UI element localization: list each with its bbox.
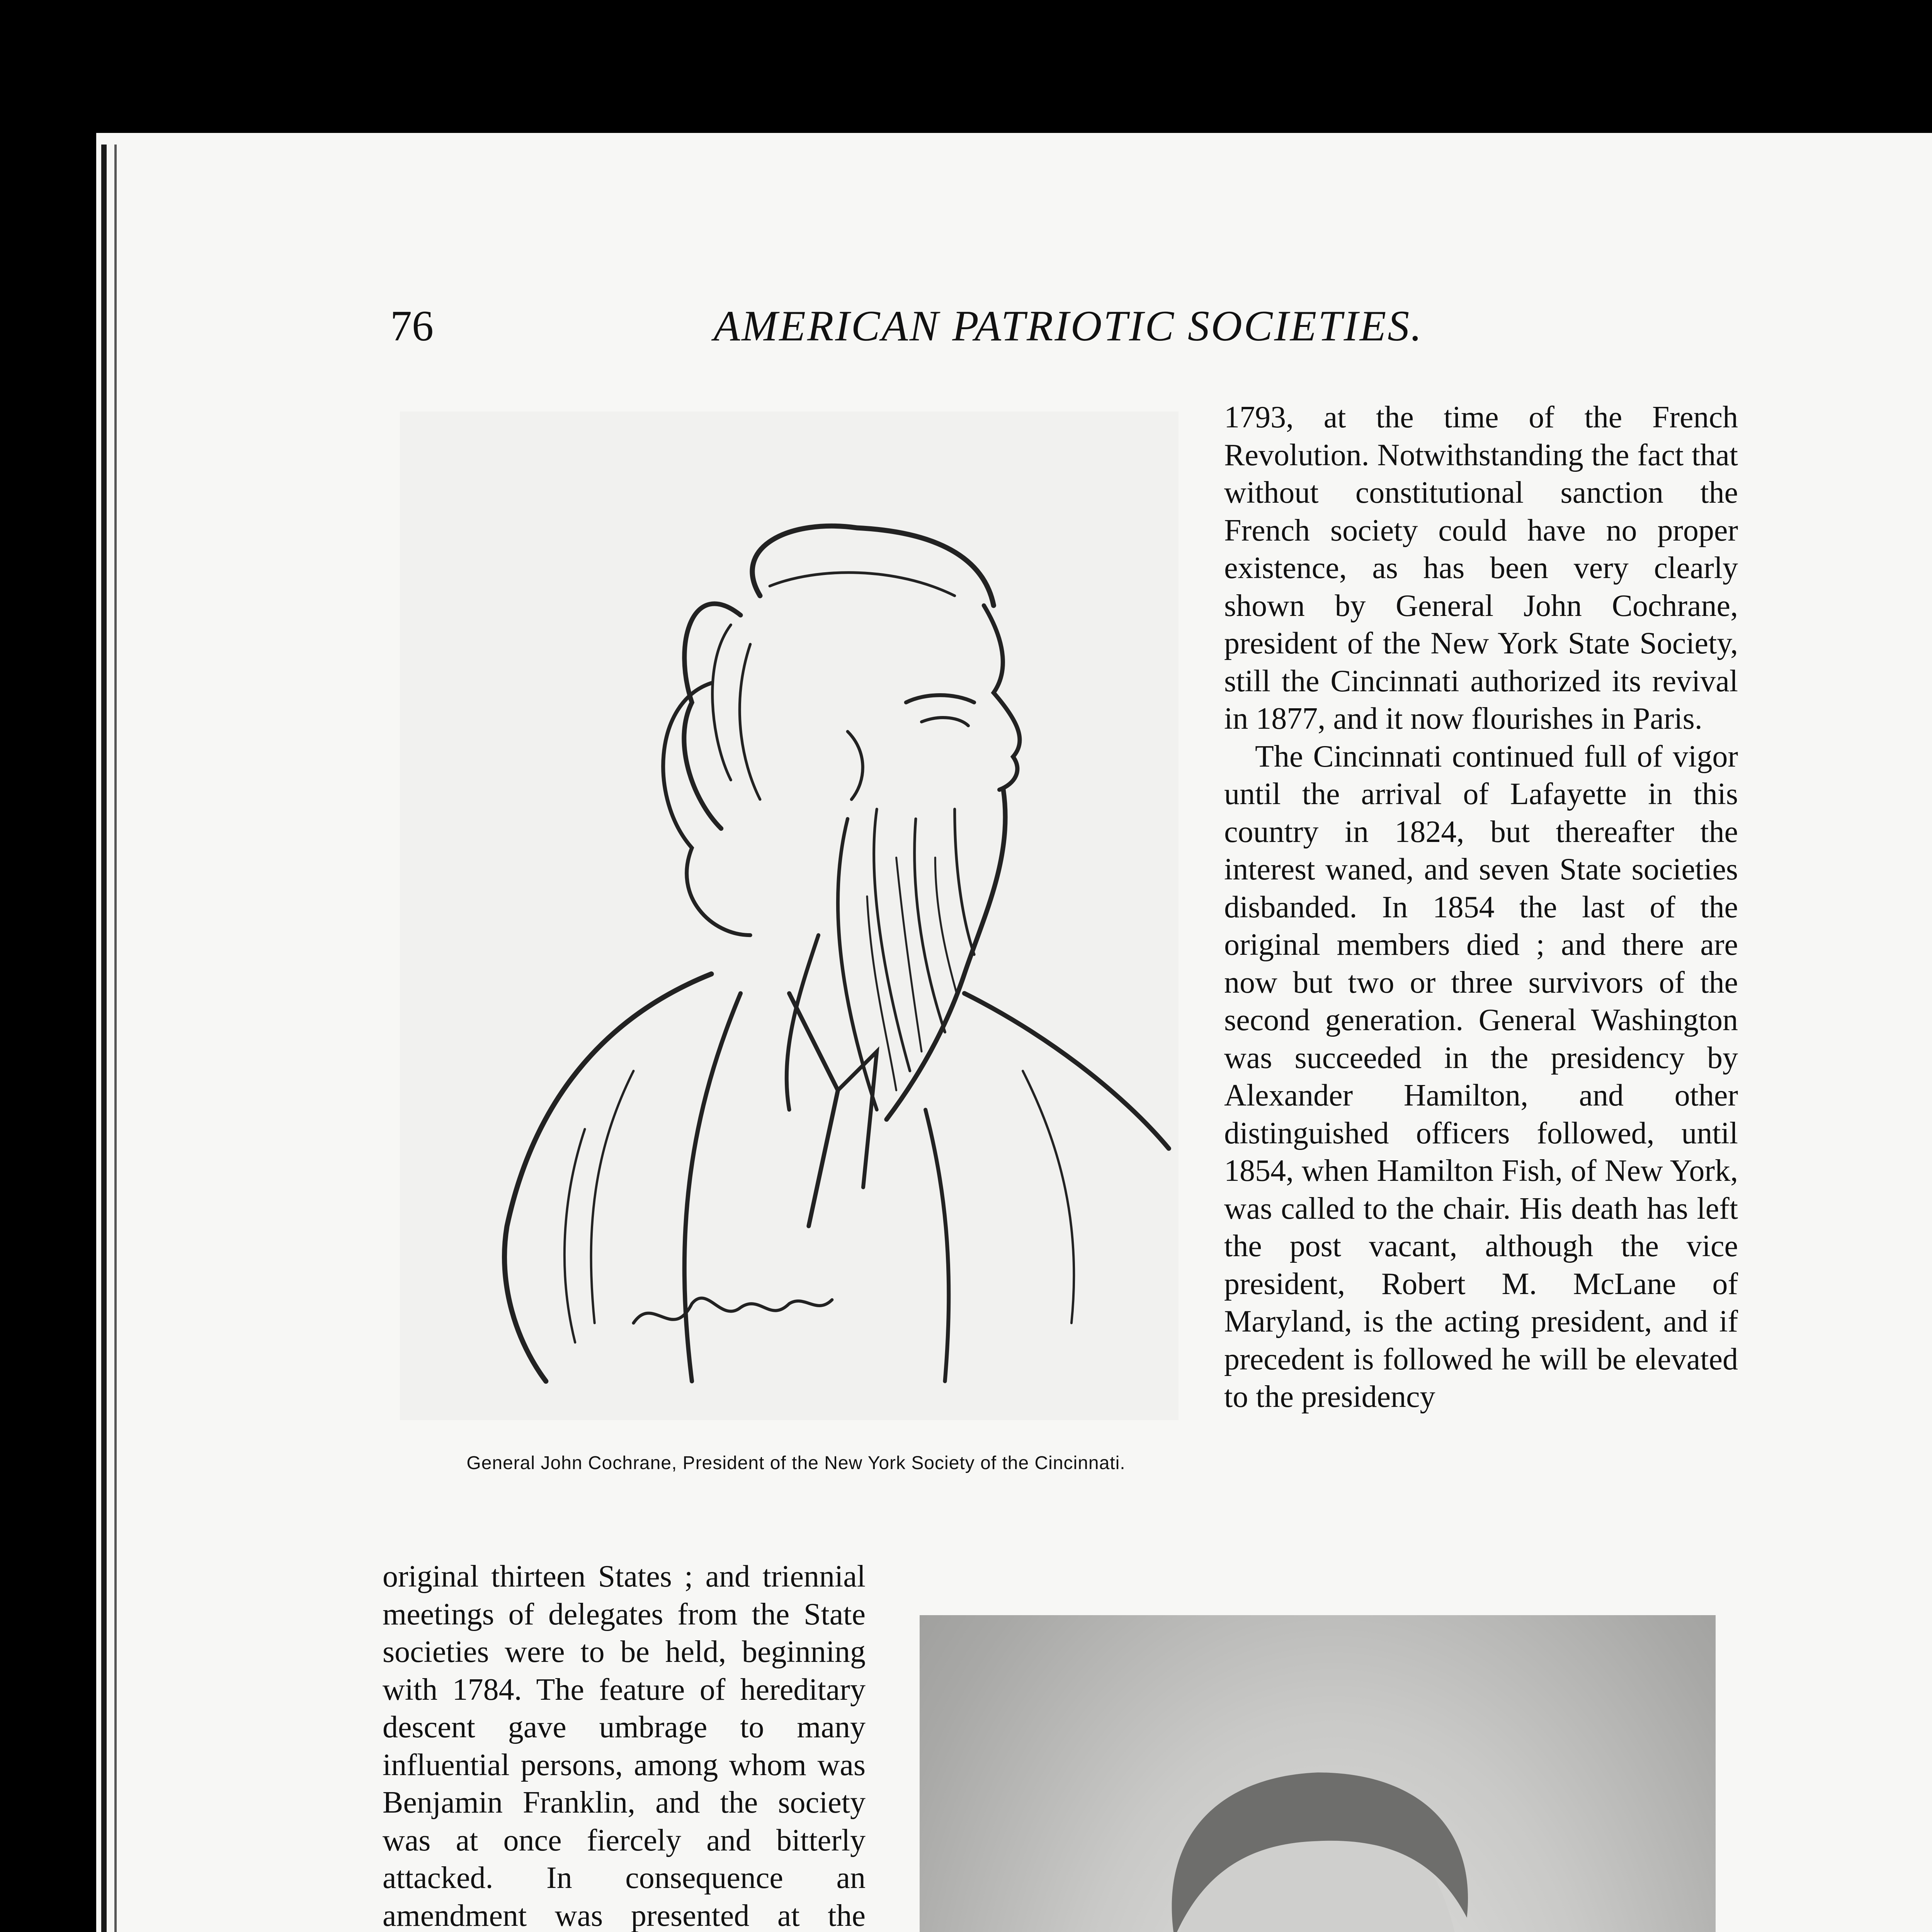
portrait-john-cochrane bbox=[400, 412, 1179, 1420]
text-column-left-bottom bbox=[383, 1558, 866, 1932]
binding-line-inner bbox=[114, 145, 117, 1932]
text-column-right-top bbox=[1224, 399, 1738, 1416]
caption-cochrane: General John Cochrane, President of the New York Society of the Cincinnati. bbox=[466, 1453, 1126, 1473]
photograph bbox=[920, 1615, 1716, 1932]
paragraph: The Cincinnati continued full of vigor until the arrival of Lafayette in this country in 1824, but thereafter the interest waned, and seven State societies disbanded. In 1854 the last of the original members died ; and there are now but two or three survivors of the second generation. General Washington was succeeded in the presidency by Alexander Hamilton, and other distinguished officers followed, until 1854, when Hamilton Fish, of New York, was called to the chair. His death has left the post vacant, although the vice president, Robert M. McLane of Maryland, is the acting president, and if precedent is followed he will be elevated to the presidency bbox=[1224, 739, 1738, 1414]
running-head: AMERICAN PATRIOTIC SOCIETIES. bbox=[713, 302, 1423, 350]
paragraph: original thirteen States ; and triennial meetings of delegates from the State societies were to be held, beginning with 1784. The feature of hereditary descent gave umbrage to many influential persons, among whom was Benjamin Franklin, and the society was at once fiercely and bitterly attacked. In consequence an amendment was presented at the bbox=[383, 1560, 866, 1932]
page-number: 76 bbox=[390, 302, 434, 350]
portrait-robert-mclane bbox=[920, 1615, 1716, 1932]
paragraph: 1793, at the time of the French Revolution. Notwithstanding the fact that without constitutional sanction the French society could have no proper existence, as has been very clearly shown by General John Cochrane, president of the New York State Society, still the Cincinnati authorized its revival in 1877, and it now flourishes in Paris. bbox=[1224, 400, 1738, 736]
binding-line bbox=[101, 145, 107, 1932]
sketch-illustration bbox=[400, 412, 1179, 1420]
